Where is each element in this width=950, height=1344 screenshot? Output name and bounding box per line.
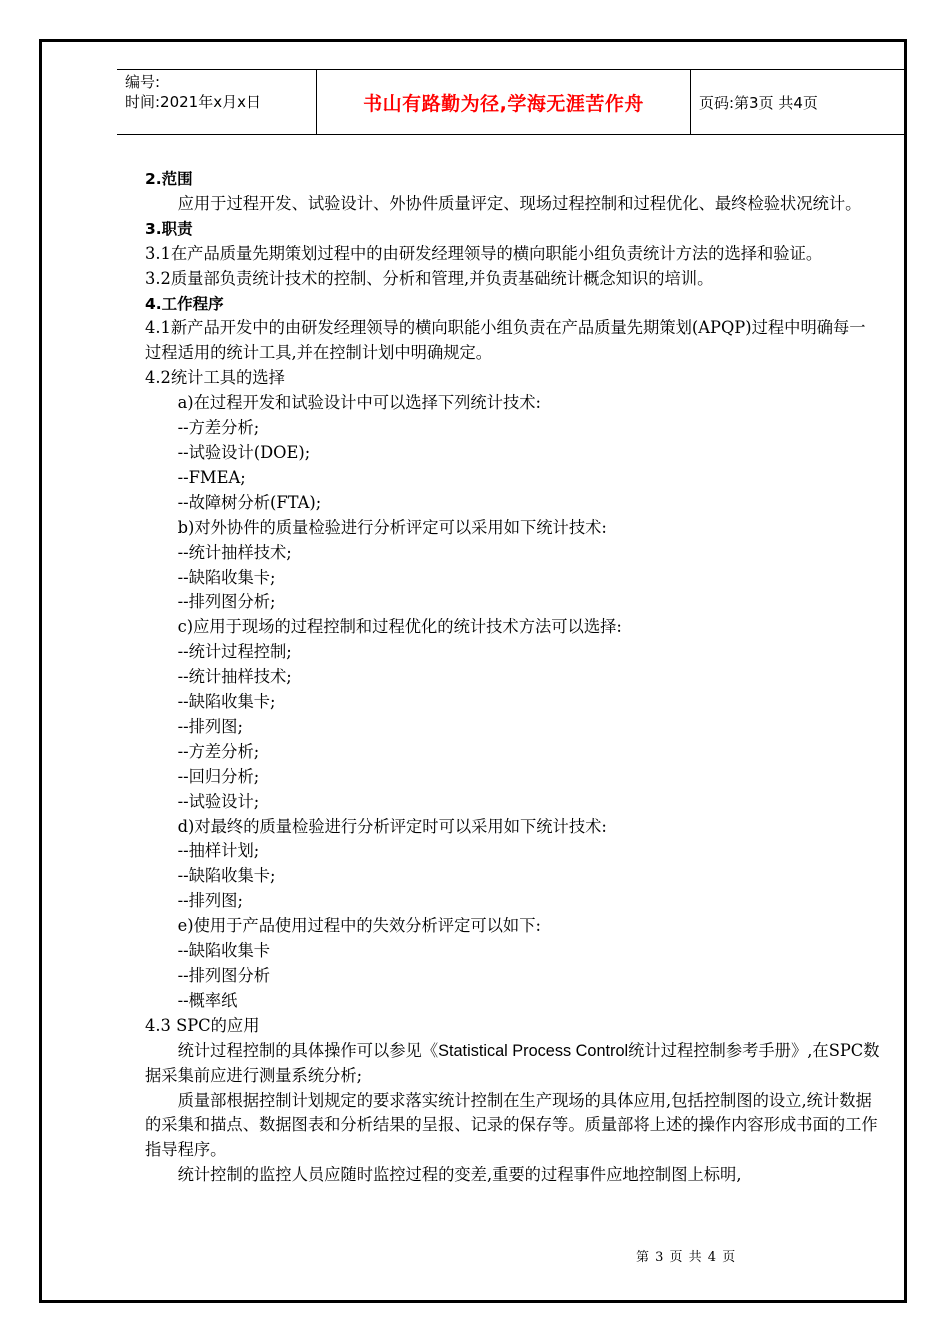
list-item: --排列图分析; (177, 592, 276, 612)
list-item: --方差分析; (177, 418, 260, 438)
list-item: --抽样计划; (177, 841, 260, 861)
list-item: --统计抽样技术; (177, 667, 292, 687)
list-item: --排列图分析 (177, 966, 271, 985)
list-item: --缺陷收集卡; (177, 567, 276, 587)
paragraph: 统计控制的监控人员应随时监控过程的变差,重要的过程事件应地控制图上标明, (177, 1165, 742, 1185)
list-item: --排列图; (177, 891, 243, 911)
list-intro: e)使用于产品使用过程中的失效分析评定可以如下: (177, 916, 541, 936)
list-item: --FMEA; (177, 467, 246, 487)
header-meta-cell (117, 70, 317, 134)
list-intro: b)对外协件的质量检验进行分析评定可以采用如下统计技术: (177, 517, 607, 537)
list-item: --排列图; (177, 716, 243, 736)
document-number-label: 编号: (125, 73, 161, 91)
paragraph: 应用于过程开发、试验设计、外协件质量评定、现场过程控制和过程优化、最终检验状况统计。 (177, 193, 862, 213)
section-heading: 2.范围 (145, 170, 193, 188)
document-body (145, 167, 880, 1188)
list-item: --概率纸 (177, 990, 238, 1010)
paragraph: 3.1在产品质量先期策划过程中的由研发经理领导的横向职能小组负责统计方法的选择和验证。 (145, 243, 823, 263)
document-time-label: 时间:2021年x月x日 (125, 93, 261, 111)
paragraph (145, 1039, 880, 1089)
paragraph: 质量部根据控制计划规定的要求落实统计控制在生产现场的具体应用,包括控制图的设立,统计数据的采集和描点、数据图表和分析结果的呈报、记录的保存等。质量部将上述的操作内容形成书面的工作指导程序。 (145, 1090, 878, 1160)
list-item: --缺陷收集卡 (177, 941, 271, 961)
header-page-number: 页码:第3页 共4页 (699, 93, 818, 112)
page-footer: 第 3 页 共 4 页 (636, 1250, 736, 1265)
list-intro: a)在过程开发和试验设计中可以选择下列统计技术: (177, 393, 542, 413)
header-motto-cell (317, 70, 691, 134)
list-item: --回归分析; (177, 766, 260, 786)
list-item: --故障树分析(FTA); (177, 492, 322, 512)
manual-title-english: Statistical Process Control (438, 1041, 629, 1060)
list-item: --方差分析; (177, 741, 260, 761)
paragraph-text: 统计过程控制参考手册》,在SPC数据采集前应进行测量系统分析; (145, 1040, 880, 1085)
section-heading: 3.职责 (145, 219, 193, 238)
section-heading: 4.工作程序 (145, 294, 224, 313)
list-item: --缺陷收集卡; (177, 692, 276, 712)
list-intro: c)应用于现场的过程控制和过程优化的统计技术方法可以选择: (177, 617, 622, 637)
paragraph: 3.2质量部负责统计技术的控制、分析和管理,并负责基础统计概念知识的培训。 (145, 268, 714, 288)
list-item: --试验设计; (177, 791, 260, 811)
list-item: --缺陷收集卡; (177, 866, 276, 886)
list-item: --统计过程控制; (177, 642, 292, 662)
header-motto: 书山有路勤为径,学海无涯苦作舟 (363, 92, 644, 115)
document-header (117, 69, 906, 135)
header-page-cell (691, 70, 906, 134)
list-item: --试验设计(DOE); (177, 442, 311, 462)
paragraph: 4.1新产品开发中的由研发经理领导的横向职能小组负责在产品质量先期策划(APQP)过程中明确每一过程适用的统计工具,并在控制计划中明确规定。 (145, 318, 866, 363)
subsection-heading: 4.3 SPC的应用 (145, 1015, 260, 1035)
subsection-heading: 4.2统计工具的选择 (145, 368, 285, 388)
list-intro: d)对最终的质量检验进行分析评定时可以采用如下统计技术: (177, 816, 607, 836)
paragraph-text: 统计过程控制的具体操作可以参见《 (177, 1040, 439, 1060)
list-item: --统计抽样技术; (177, 542, 292, 562)
